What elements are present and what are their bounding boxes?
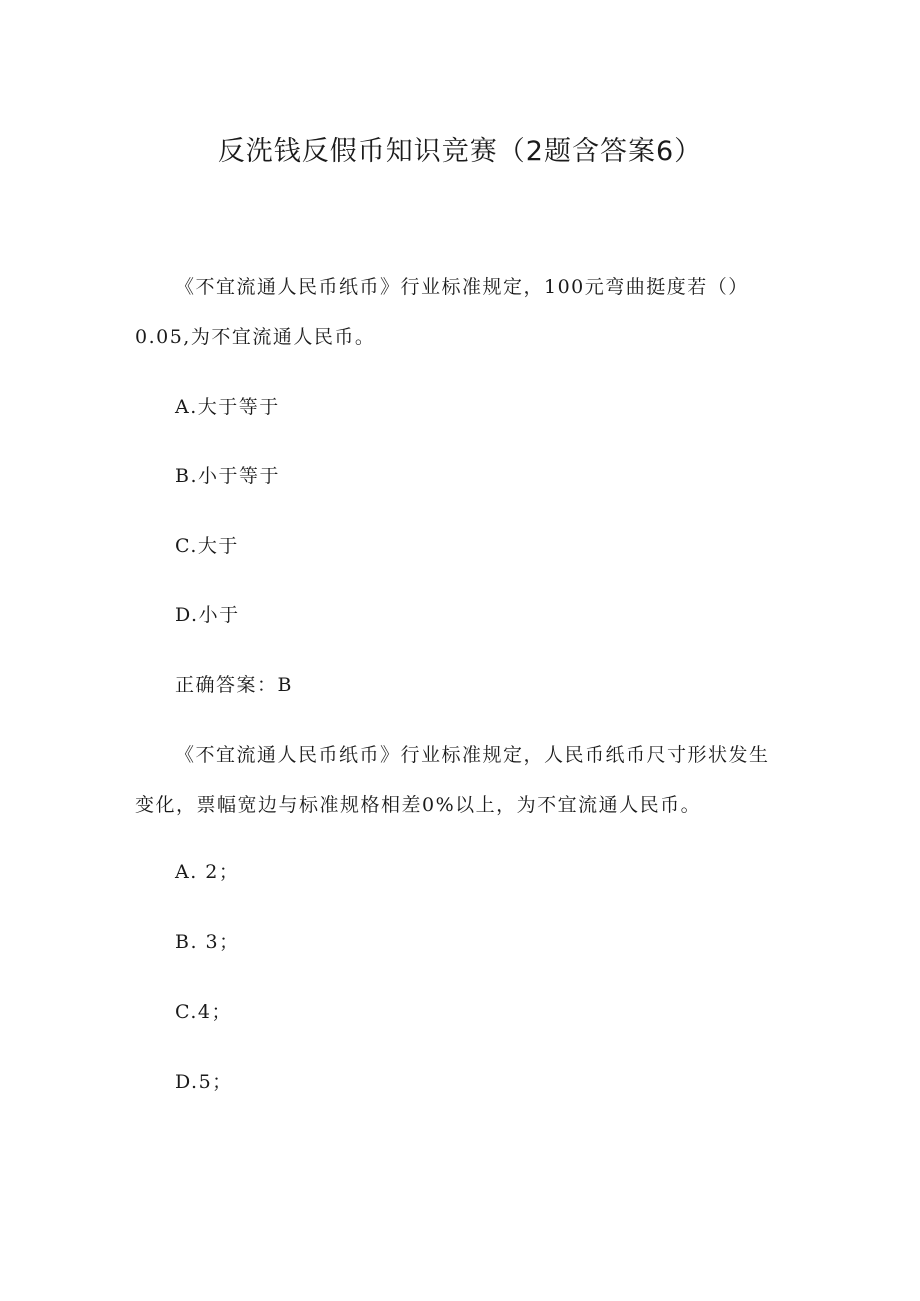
question-1-stem-line-2: 0.05,为不宜流通人民币。 (135, 326, 376, 348)
question-1-option-c: C.大于 (175, 535, 239, 557)
page-title: 反洗钱反假币知识竞赛（2题含答案6） (217, 136, 703, 167)
question-2-option-d: D.5； (175, 1071, 233, 1093)
question-1-option-a: A.大于等于 (175, 396, 280, 418)
question-1-stem-line-1: 《不宜流通人民币纸币》行业标准规定，100元弯曲挺度若（） (175, 276, 749, 298)
question-2-stem-line-2: 变化，票幅宽边与标准规格相差0%以上，为不宜流通人民币。 (135, 794, 702, 816)
question-2-option-c: C.4； (175, 1001, 232, 1023)
question-2-option-b: B. 3； (175, 931, 240, 953)
question-2-option-a: A. 2； (175, 861, 240, 883)
question-1-option-d: D.小于 (175, 604, 240, 626)
question-1-answer: 正确答案：B (175, 674, 293, 696)
question-2-stem-line-1: 《不宜流通人民币纸币》行业标准规定，人民币纸币尺寸形状发生 (175, 744, 770, 766)
question-1-option-b: B.小于等于 (175, 465, 281, 487)
